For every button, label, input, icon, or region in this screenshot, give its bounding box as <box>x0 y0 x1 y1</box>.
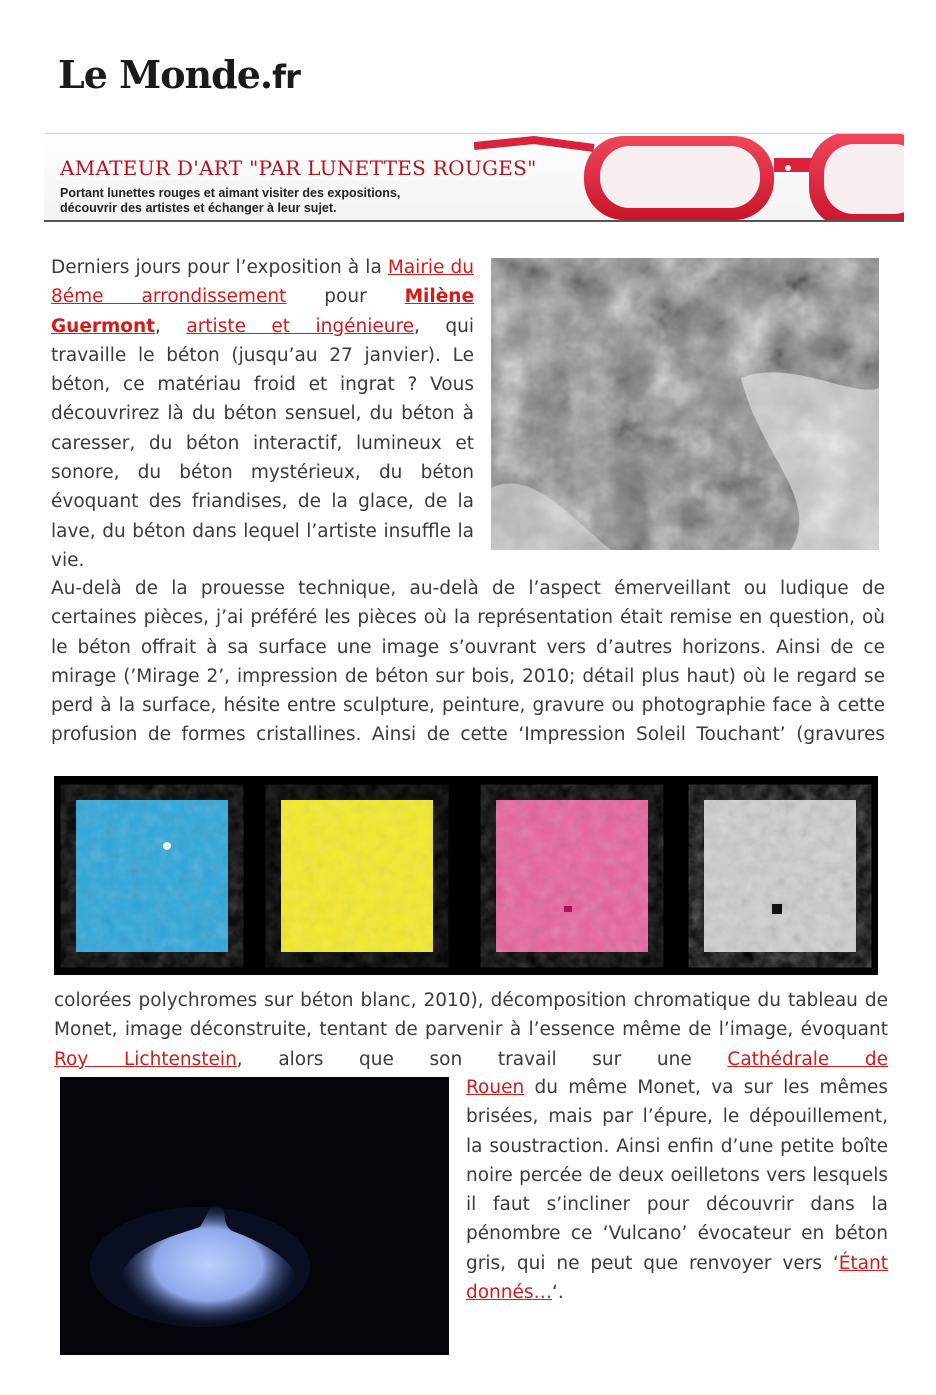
link-mairie-8e[interactable]: Mairie du 8éme arrondissement <box>51 257 474 308</box>
link-etant-donnes[interactable]: Étant donnés… <box>466 1252 888 1304</box>
banner-title: AMATEUR D'ART "PAR LUNETTES ROUGES" <box>60 156 537 180</box>
banner-subtitle <box>60 186 440 216</box>
le-monde-logo[interactable] <box>58 50 300 102</box>
paragraph-4-text-a: du même Monet, va sur les mêmes brisées, mais par l’épure, le dépouillement, la soustraction. Ainsi enfin d’une petite boîte noire percée de deux oeilletons vers lesquels il faut s’incliner pour découvrir dans la pénombre ce ‘Vulcano’ évocateur en béton gris, qui ne peut que renvoyer vers ‘ <box>466 1077 888 1274</box>
link-cathedrale-de-rouen-part-1[interactable]: Cathédrale de <box>727 1048 889 1070</box>
paragraph-1-text-b: , <box>155 315 187 337</box>
paragraph-2-text: Au-delà de la prouesse technique, au-delà de l’aspect émerveillant ou ludique de certaines pièces, j’ai préféré les pièces où la représentation était remise en question, où le béton offrait à sa surface une image s’ouvrant vers d’autres horizons. Ainsi de ce mirage (’Mirage 2’, impression de béton sur bois, 2010; détail plus haut) où le regard se perd à la surface, hésite entre sculpture, peinture, gravure ou photographie face à cette profusion de formes cristallines. Ainsi de cette ‘Impression Soleil Touchant’ (gravures <box>51 578 885 746</box>
banner-subtitle-line-2: découvrir des artistes et échanger à leur sujet. <box>60 201 337 215</box>
paragraph-1-text-c: , qui travaille le béton (jusqu’au 27 janvier). Le béton, ce matériau froid et ingrat ? Vous découvrirez là du béton sensuel, du béton à caresser, du béton interactif, lumineux et sonore, du béton mystérieux, du béton évoquant des friandises, de la glace, de la lave, du béton dans lequel l’artiste insuffle la vie. <box>51 315 474 571</box>
paragraph-4-text-b: ‘. <box>552 1282 564 1304</box>
link-roy-lichtenstein[interactable]: Roy Lichtenstein <box>54 1048 237 1070</box>
red-glasses-image <box>474 133 904 222</box>
mirage-2-concrete-image <box>491 258 879 550</box>
article-paragraph-1 <box>51 253 474 575</box>
impression-soleil-touchant-image <box>54 776 878 975</box>
article-paragraph-2 <box>51 574 885 750</box>
paragraph-3-text-b: , alors que son travail sur une <box>236 1048 728 1070</box>
paragraph-1-intro: Derniers jours pour l’exposition à la <box>51 257 388 278</box>
article-paragraph-4 <box>466 1073 888 1307</box>
paragraph-1-text-a: pour <box>286 286 405 308</box>
link-cathedrale-de-rouen-part-2[interactable]: Rouen <box>466 1077 525 1098</box>
article-paragraph-3 <box>54 986 888 1074</box>
link-artiste-ingenieure[interactable]: artiste et ingénieure <box>186 315 415 337</box>
paragraph-3-text-a: colorées polychromes sur béton blanc, 2010), décomposition chromatique du tableau de Monet, image déconstruite, tentant de parvenir à l’essence même de l’image, évoquant <box>54 990 888 1041</box>
banner-subtitle-line-1: Portant lunettes rouges et aimant visiter des expositions, <box>60 186 401 200</box>
logo-main-text: Le Monde <box>58 52 260 97</box>
vulcano-concrete-image <box>60 1077 449 1355</box>
logo-dot: . <box>259 52 273 97</box>
blog-banner[interactable] <box>44 133 904 222</box>
logo-suffix: fr <box>272 58 300 96</box>
link-artist-milene-guermont[interactable]: Milène Guermont <box>51 286 474 337</box>
